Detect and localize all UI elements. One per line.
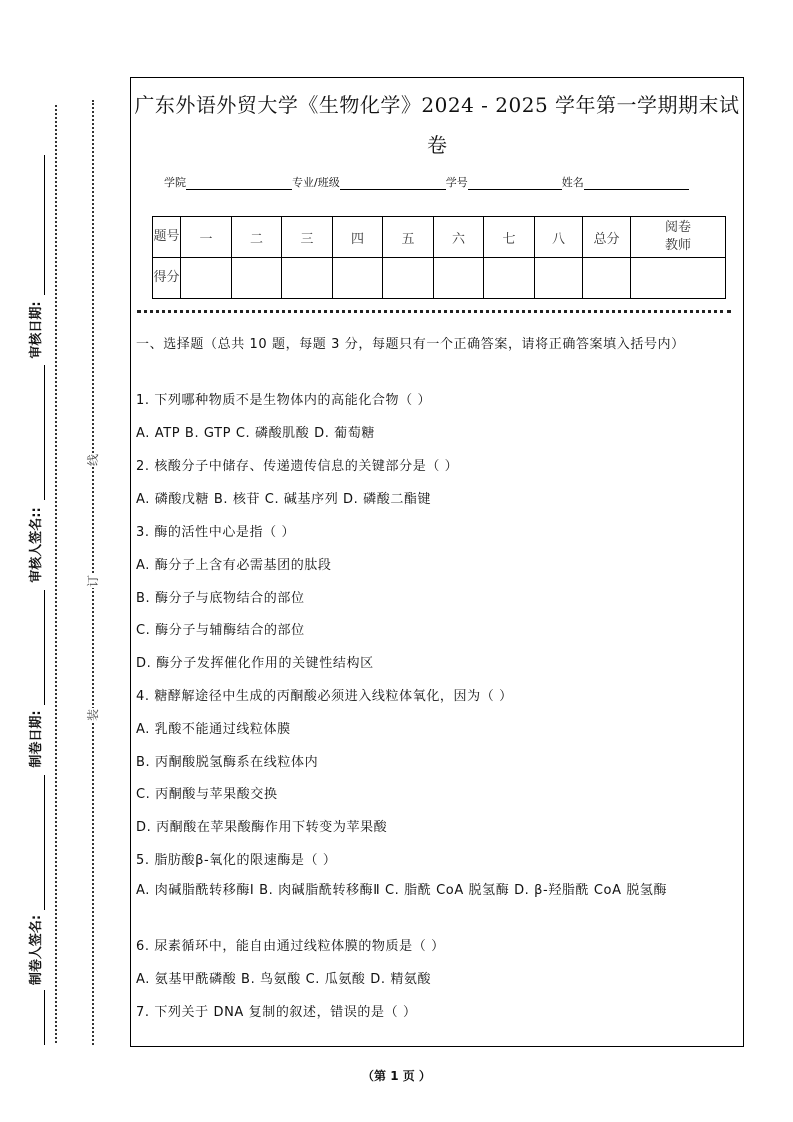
student-info-row — [164, 174, 689, 190]
col-header: 五 — [383, 217, 434, 258]
question-stem: 3. 酶的活性中心是指（ ） — [136, 525, 296, 540]
question-stem: 5. 脂肪酸β-氧化的限速酶是（ ） — [136, 853, 337, 868]
col-header: 二 — [232, 217, 282, 258]
question-option: D. 丙酮酸在苹果酸酶作用下转变为苹果酸 — [136, 820, 388, 835]
binding-mark-bind: 装 — [86, 709, 100, 722]
score-cell[interactable] — [535, 258, 583, 299]
col-header: 七 — [484, 217, 535, 258]
review-date-label: 审核日期: — [29, 301, 44, 359]
name-field[interactable] — [584, 177, 689, 190]
score-cell[interactable] — [383, 258, 434, 299]
exam-page-frame — [130, 77, 744, 1047]
score-cell[interactable] — [282, 258, 333, 299]
question-number-row — [153, 217, 726, 258]
college-field[interactable] — [186, 177, 292, 190]
question-options: A. 肉碱脂酰转移酶Ⅰ B. 肉碱脂酰转移酶Ⅱ C. 脂酰 CoA 脱氢酶 D. β-羟脂酰 CoA 脱氢酶 — [136, 883, 668, 898]
question-stem: 4. 糖酵解途径中生成的丙酮酸必须进入线粒体氧化，因为（ ） — [136, 689, 513, 704]
page-number: （第 1 页 ） — [362, 1069, 431, 1083]
question-stem: 6. 尿素循环中，能自由通过线粒体膜的物质是（ ） — [136, 939, 445, 954]
total-score-cell[interactable] — [583, 258, 631, 299]
reviewer-signature-label: 审核人签名:: — [29, 507, 44, 583]
row-header-question-no: 题号 — [153, 217, 181, 258]
score-cell[interactable] — [434, 258, 484, 299]
signature-line — [44, 775, 45, 910]
signature-line — [44, 990, 45, 1045]
name-label: 姓名 — [561, 176, 584, 189]
section-heading: 一、选择题（总共 10 题，每题 3 分，每题只有一个正确答案，请将正确答案填入括号内） — [136, 337, 685, 352]
signature-line — [44, 155, 45, 295]
col-header: 四 — [333, 217, 383, 258]
col-header: 一 — [181, 217, 232, 258]
col-header: 三 — [282, 217, 333, 258]
score-cell[interactable] — [333, 258, 383, 299]
preparer-signature-label: 制卷人签名: — [29, 914, 44, 986]
question-option: B. 酶分子与底物结合的部位 — [136, 591, 305, 606]
question-stem: 1. 下列哪种物质不是生物体内的高能化合物（ ） — [136, 393, 432, 408]
question-option: C. 丙酮酸与苹果酸交换 — [136, 787, 278, 802]
cut-line-inner — [55, 105, 57, 1043]
question-option: B. 丙酮酸脱氢酶系在线粒体内 — [136, 755, 319, 770]
college-label: 学院 — [164, 176, 186, 189]
major-class-label: 专业/班级 — [292, 176, 340, 189]
question-options: A. ATP B. GTP C. 磷酸肌酸 D. 葡萄糖 — [136, 426, 375, 441]
cut-line-outer — [92, 100, 94, 1045]
col-header-total: 总分 — [583, 217, 631, 258]
prep-date-label: 制卷日期: — [29, 710, 44, 768]
binding-mark-staple: 订 — [86, 575, 100, 588]
question-stem: 7. 下列关于 DNA 复制的叙述，错误的是（ ） — [136, 1005, 417, 1020]
score-row — [153, 258, 726, 299]
student-id-label: 学号 — [445, 176, 468, 189]
signature-line — [44, 590, 45, 705]
score-cell[interactable] — [181, 258, 232, 299]
col-header: 八 — [535, 217, 583, 258]
question-option: D. 酶分子发挥催化作用的关键性结构区 — [136, 656, 374, 671]
row-header-score: 得分 — [153, 258, 181, 299]
col-header-grader: 阅卷教师 — [631, 217, 726, 258]
score-cell[interactable] — [232, 258, 282, 299]
exam-title: 广东外语外贸大学《生物化学》2024 - 2025 学年第一学期期末试 — [134, 93, 740, 117]
question-option: A. 酶分子上含有必需基团的肽段 — [136, 558, 332, 573]
dotted-separator — [137, 310, 731, 313]
question-stem: 2. 核酸分子中储存、传递遗传信息的关键部分是（ ） — [136, 459, 459, 474]
score-table — [152, 216, 726, 299]
binding-mark-line: 线 — [86, 454, 100, 467]
score-cell[interactable] — [484, 258, 535, 299]
question-option: C. 酶分子与辅酶结合的部位 — [136, 623, 305, 638]
question-option: A. 乳酸不能通过线粒体膜 — [136, 722, 291, 737]
grader-cell[interactable] — [631, 258, 726, 299]
col-header: 六 — [434, 217, 484, 258]
major-class-field[interactable] — [340, 177, 446, 190]
question-options: A. 磷酸戊糖 B. 核苷 C. 碱基序列 D. 磷酸二酯键 — [136, 492, 432, 507]
exam-title-continued: 卷 — [427, 133, 447, 157]
signature-line — [44, 365, 45, 500]
question-options: A. 氨基甲酰磷酸 B. 鸟氨酸 C. 瓜氨酸 D. 精氨酸 — [136, 972, 432, 987]
student-id-field[interactable] — [468, 177, 562, 190]
